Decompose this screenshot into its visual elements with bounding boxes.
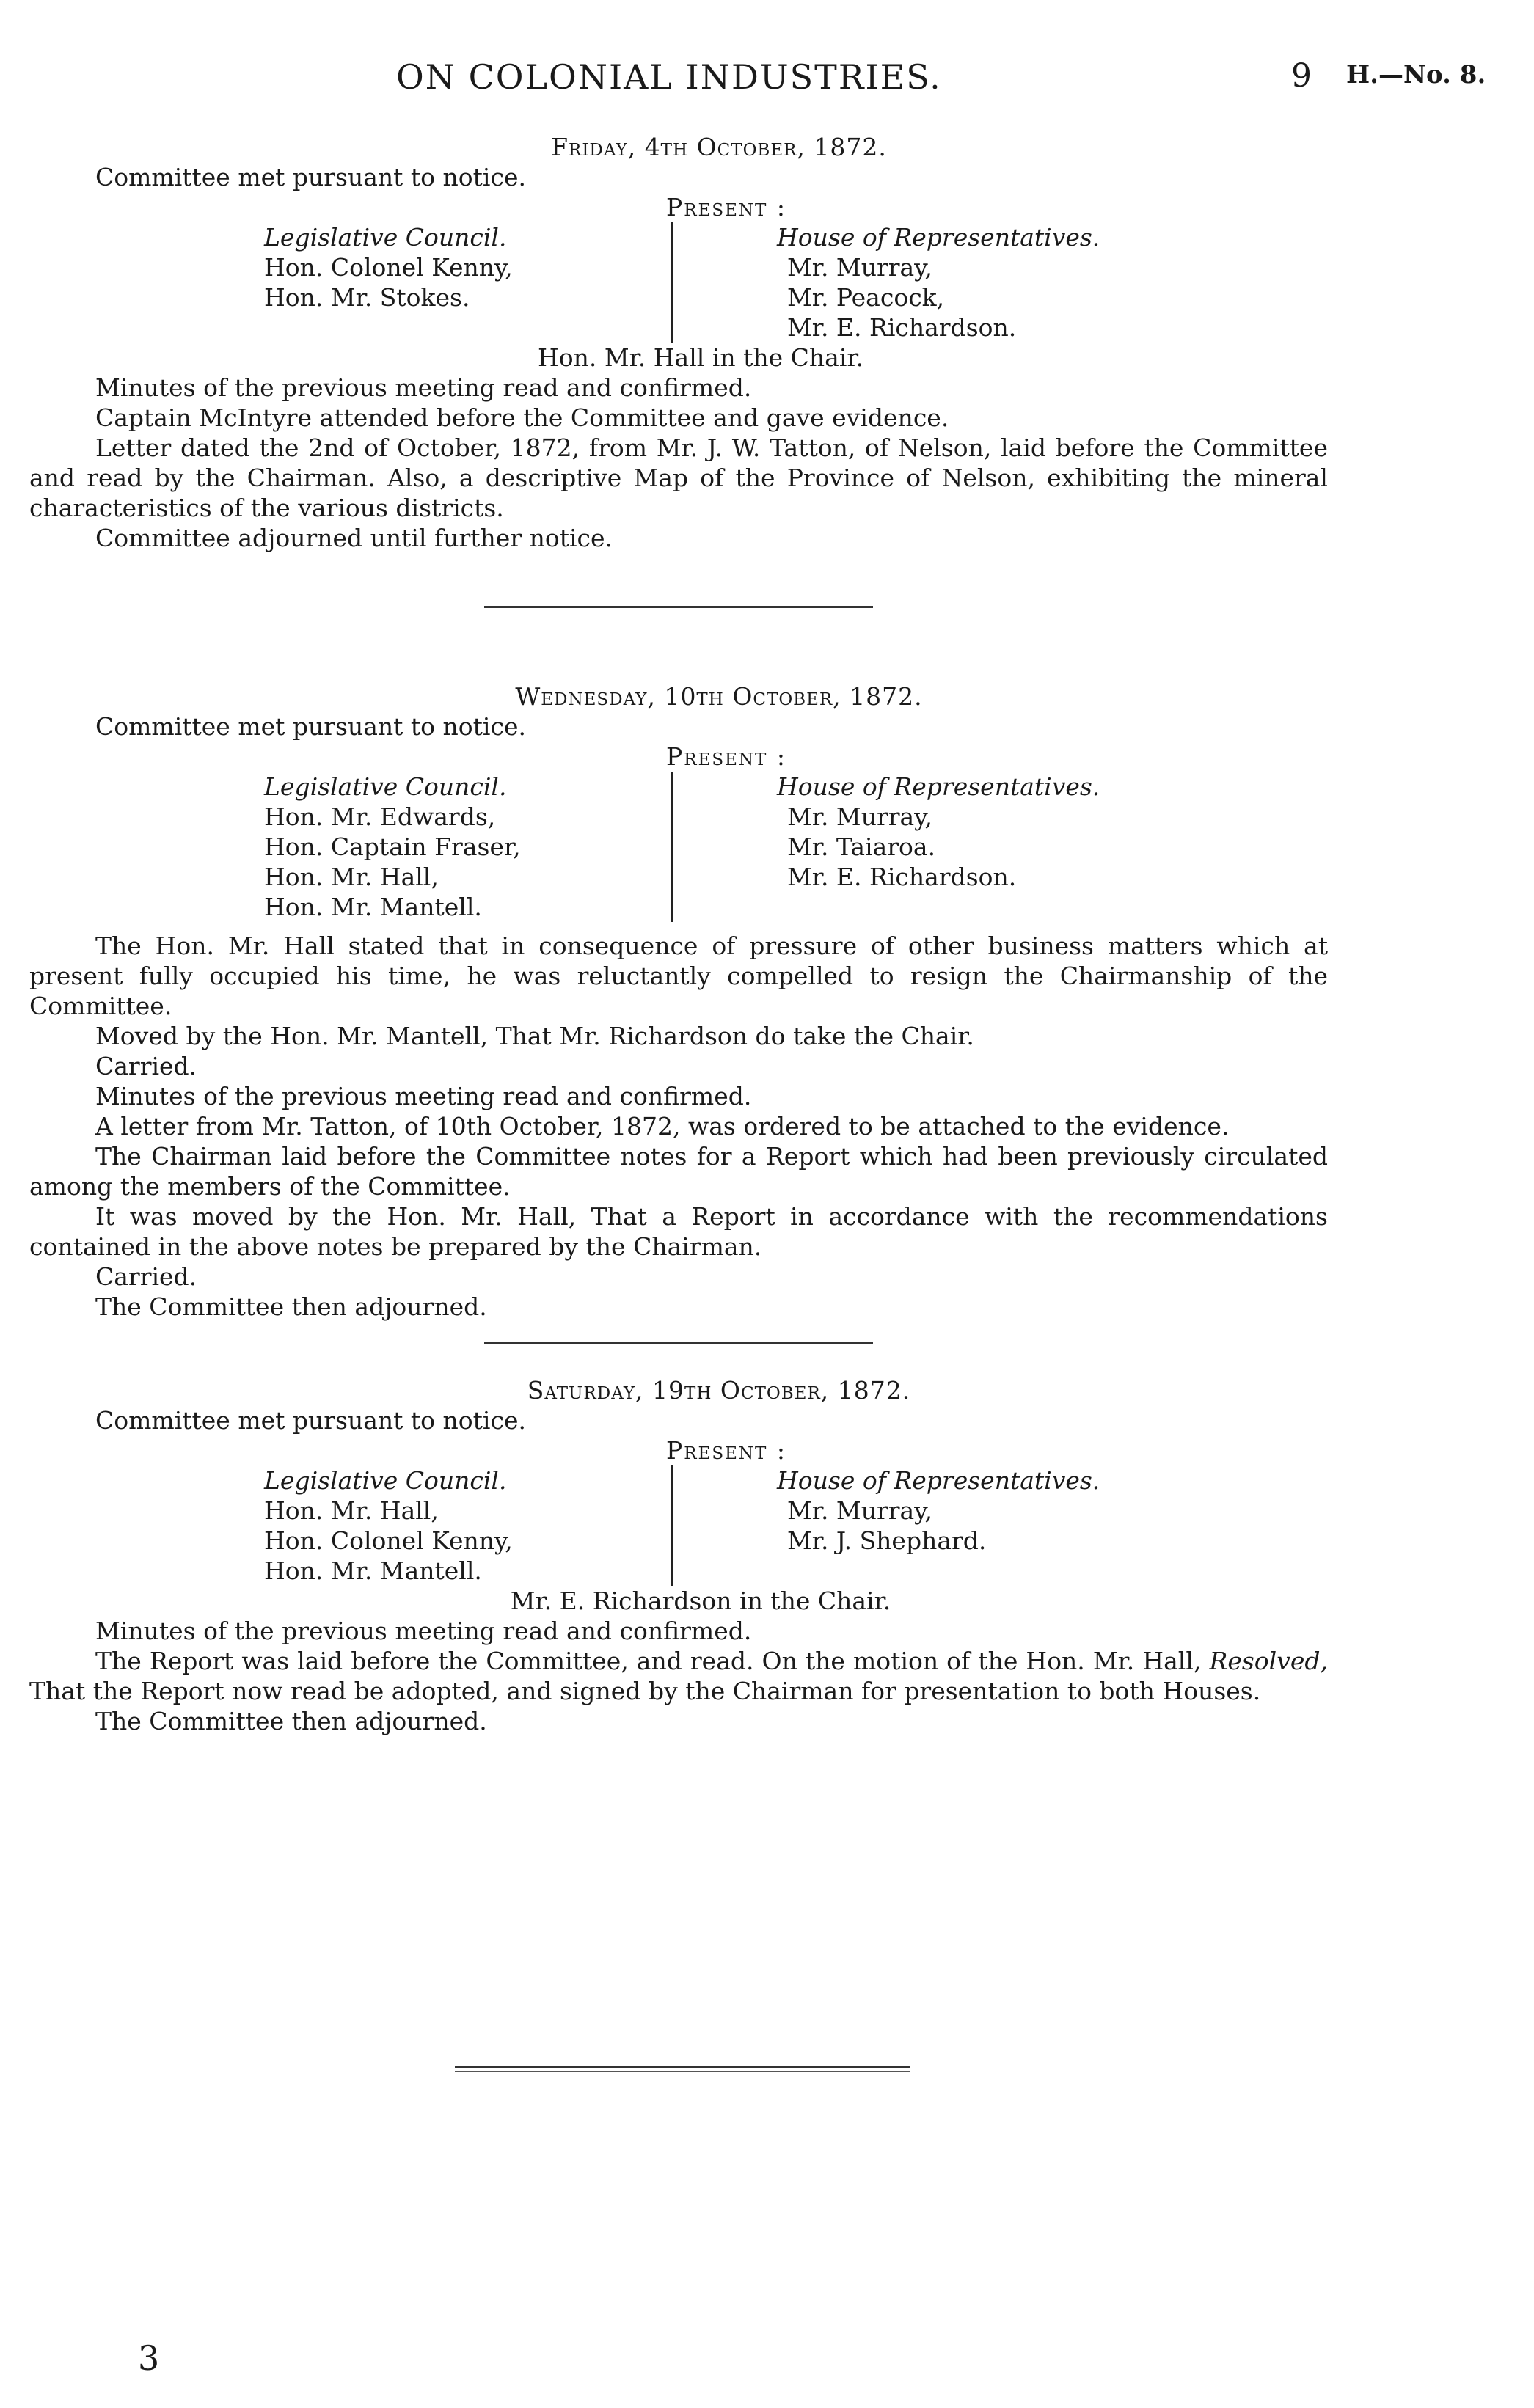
minutes-paragraph: Minutes of the previous meeting read and confirmed. (95, 373, 752, 402)
house-heading: House of Representatives. (777, 1466, 1100, 1495)
meeting-opening: Committee met pursuant to notice. (95, 712, 526, 741)
chair-line: Mr. E. Richardson in the Chair. (510, 1587, 891, 1615)
house-column (671, 1465, 1100, 1586)
council-member: Hon. Colonel Kenny, (264, 1526, 513, 1555)
minutes-paragraph: The Chairman laid before the Committee notes for a Report which had been previously circulated among the members of the Committee. (29, 1142, 1328, 1201)
chair-line: Hon. Mr. Hall in the Chair. (537, 343, 864, 372)
minutes-paragraph: Carried. (95, 1262, 197, 1291)
house-member: Mr. J. Shephard. (787, 1526, 987, 1555)
minutes-paragraph: A letter from Mr. Tatton, of 10th October, 1872, was ordered to be attached to the evidence. (95, 1112, 1230, 1141)
present-heading: Present : (666, 193, 786, 222)
house-member: Mr. Peacock, (787, 283, 945, 312)
meeting-opening: Committee met pursuant to notice. (95, 1406, 526, 1435)
council-heading: Legislative Council. (264, 772, 507, 801)
minutes-paragraph: Minutes of the previous meeting read and confirmed. (95, 1617, 752, 1645)
house-member: Mr. E. Richardson. (787, 863, 1017, 891)
sheet-signature-mark: 3 (138, 2338, 160, 2378)
house-member: Mr. Murray, (787, 1496, 932, 1525)
members-present (29, 222, 1328, 343)
council-heading: Legislative Council. (264, 1466, 507, 1495)
meeting-date: Saturday, 19th October, 1872. (527, 1376, 911, 1405)
legislative-council-column (29, 1465, 671, 1586)
legislative-council-column (29, 772, 671, 922)
house-member: Mr. Taiaroa. (787, 832, 936, 861)
minutes-paragraph: The Committee then adjourned. (95, 1707, 487, 1735)
meeting-date: Wednesday, 10th October, 1872. (515, 682, 923, 711)
present-heading: Present : (666, 1436, 786, 1465)
report-motion-text: The Report was laid before the Committee, and read. On the motion of the Hon. Mr. Hall, (95, 1647, 1202, 1675)
minutes-paragraph: Captain McIntyre attended before the Committee and gave evidence. (95, 403, 949, 432)
minutes-paragraph: Carried. (95, 1052, 197, 1080)
minutes-paragraph: Letter dated the 2nd of October, 1872, from Mr. J. W. Tatton, of Nelson, laid before the Committee and read by the Chairman. Also, a descriptive Map of the Province of Nelson, exhibiting the mineral characteristics of the various districts. (29, 433, 1328, 522)
running-title: ON COLONIAL INDUSTRIES. (396, 57, 942, 97)
house-heading: House of Representatives. (777, 772, 1100, 801)
legislative-council-column (29, 222, 671, 343)
council-heading: Legislative Council. (264, 223, 507, 252)
minutes-paragraph (29, 1646, 1328, 1706)
house-member: Mr. E. Richardson. (787, 313, 1017, 342)
council-member: Hon. Mr. Hall, (264, 1496, 439, 1525)
resolution-text: That the Report now read be adopted, and signed by the Chairman for presentation to both Houses. (29, 1677, 1261, 1705)
meeting-friday-4-october (29, 132, 1328, 553)
minutes-paragraph: The Hon. Mr. Hall stated that in consequence of pressure of other business matters which at present fully occupied his time, he was reluctantly compelled to resign the Chairmanship of the Committee. (29, 932, 1328, 1020)
meeting-wednesday-10-october (29, 681, 1328, 1322)
resolved-word: Resolved, (1209, 1647, 1328, 1675)
members-present (29, 1465, 1328, 1586)
present-heading: Present : (666, 742, 786, 771)
council-member: Hon. Mr. Mantell. (264, 1556, 482, 1585)
council-member: Hon. Mr. Mantell. (264, 893, 482, 921)
council-member: Hon. Colonel Kenny, (264, 253, 513, 282)
council-member: Hon. Mr. Hall, (264, 863, 439, 891)
meeting-date: Friday, 4th October, 1872. (551, 133, 887, 161)
house-heading: House of Representatives. (777, 223, 1100, 252)
house-member: Mr. Murray, (787, 802, 932, 831)
minutes-paragraph: Committee adjourned until further notice. (95, 524, 613, 552)
minutes-paragraph: Moved by the Hon. Mr. Mantell, That Mr. Richardson do take the Chair. (95, 1022, 974, 1050)
council-member: Hon. Captain Fraser, (264, 832, 521, 861)
meeting-opening: Committee met pursuant to notice. (95, 163, 526, 191)
house-member: Mr. Murray, (787, 253, 932, 282)
minutes-paragraph: Minutes of the previous meeting read and confirmed. (95, 1082, 752, 1110)
minutes-paragraph: It was moved by the Hon. Mr. Hall, That a Report in accordance with the recommendations contained in the above notes be prepared by the Chairman. (29, 1202, 1328, 1261)
meeting-saturday-19-october (29, 1375, 1328, 1736)
minutes-body (29, 132, 1328, 2072)
page-number: 9 (1291, 57, 1312, 95)
closing-rule (455, 2066, 910, 2072)
document-reference: H.—No. 8. (1346, 60, 1486, 89)
house-column (671, 222, 1100, 343)
council-member: Hon. Mr. Edwards, (264, 802, 496, 831)
minutes-paragraph: The Committee then adjourned. (95, 1292, 487, 1321)
house-column (671, 772, 1100, 922)
page-header (0, 57, 1534, 109)
council-member: Hon. Mr. Stokes. (264, 283, 470, 312)
members-present (29, 772, 1328, 922)
